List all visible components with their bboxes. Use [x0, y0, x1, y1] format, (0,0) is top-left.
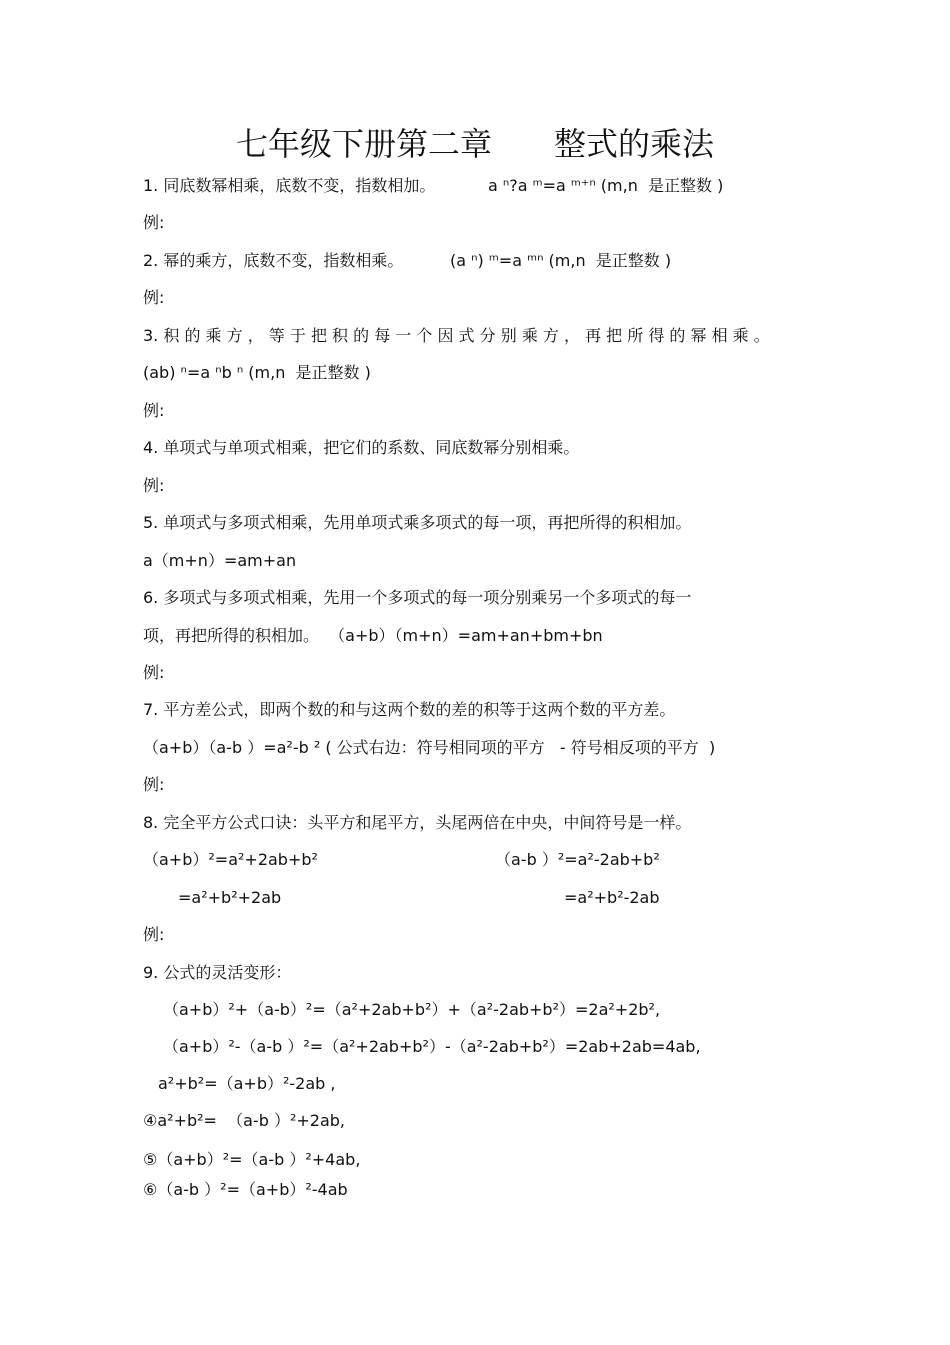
variant-formula-5: ⑤（a+b）²=（a-b ）²+4ab,	[143, 1150, 361, 1169]
example-label: 例:	[143, 476, 165, 495]
rule-5-formula: a（m+n）=am+an	[143, 551, 297, 570]
example-label: 例:	[143, 925, 165, 944]
page-title	[0, 124, 950, 164]
rule-2-formula: (a ⁿ) ᵐ=a ᵐⁿ (m,n 是正整数 )	[450, 251, 672, 270]
rule-4-text: 4. 单项式与单项式相乘，把它们的系数、同底数幂分别相乘。	[143, 438, 580, 457]
rule-3-text: 3. 积 的 乘 方 ， 等 于 把 积 的 每 一 个 因 式 分 别 乘 方 ， 再 把 所 得 的 幂 相 乘 。	[143, 326, 770, 345]
rule-1-text: 1. 同底数幂相乘，底数不变，指数相加。	[143, 176, 436, 195]
rule-7-formula: （a+b）（a-b ）=a²-b ² ( 公式右边：符号相同项的平方 - 符号相反项的平方 )	[143, 738, 716, 757]
rule-1-formula: a ⁿ?a ᵐ=a ᵐ⁺ⁿ (m,n 是正整数 )	[488, 176, 724, 195]
title-topic: 整式的乘法	[554, 125, 715, 163]
rule-6-formula: 项，再把所得的积相加。 （a+b）（m+n）=am+an+bm+bn	[143, 626, 603, 645]
example-label: 例:	[143, 401, 165, 420]
rule-3-formula: (ab) ⁿ=a ⁿb ⁿ (m,n 是正整数 )	[143, 363, 371, 382]
example-label: 例:	[143, 775, 165, 794]
rule-5-text: 5. 单项式与多项式相乘，先用单项式乘多项式的每一项，再把所得的积相加。	[143, 513, 692, 532]
rule-6-text: 6. 多项式与多项式相乘，先用一个多项式的每一项分别乘另一个多项式的每一	[143, 588, 692, 607]
rule-7-text: 7. 平方差公式，即两个数的和与这两个数的差的积等于这两个数的平方差。	[143, 700, 676, 719]
example-label: 例:	[143, 288, 165, 307]
rule-8-formula-plus: （a+b）²=a²+2ab+b²	[143, 850, 318, 869]
variant-formula-4: ④a²+b²= （a-b ）²+2ab,	[143, 1111, 345, 1130]
variant-formula-2: （a+b）²-（a-b ）²=（a²+2ab+b²）-（a²-2ab+b²）=2ab+2ab=4ab,	[163, 1037, 701, 1056]
title-chapter: 七年级下册第二章	[235, 125, 492, 163]
rule-8-formula-minus-expanded: =a²+b²-2ab	[564, 888, 660, 907]
variant-formula-1: （a+b）²+（a-b）²=（a²+2ab+b²）+（a²-2ab+b²）=2a²+2b²,	[163, 1000, 661, 1019]
example-label: 例:	[143, 663, 165, 682]
rule-8-text: 8. 完全平方公式口诀：头平方和尾平方，头尾两倍在中央，中间符号是一样。	[143, 813, 692, 832]
variant-formula-6: ⑥（a-b ）²=（a+b）²-4ab	[143, 1180, 348, 1199]
variant-formula-3: a²+b²=（a+b）²-2ab ,	[158, 1074, 336, 1093]
example-label: 例:	[143, 213, 165, 232]
rule-9-text: 9. 公式的灵活变形：	[143, 963, 292, 982]
rule-2-text: 2. 幂的乘方，底数不变，指数相乘。	[143, 251, 404, 270]
rule-8-formula-minus: （a-b ）²=a²-2ab+b²	[495, 850, 660, 869]
rule-8-formula-plus-expanded: =a²+b²+2ab	[178, 888, 282, 907]
